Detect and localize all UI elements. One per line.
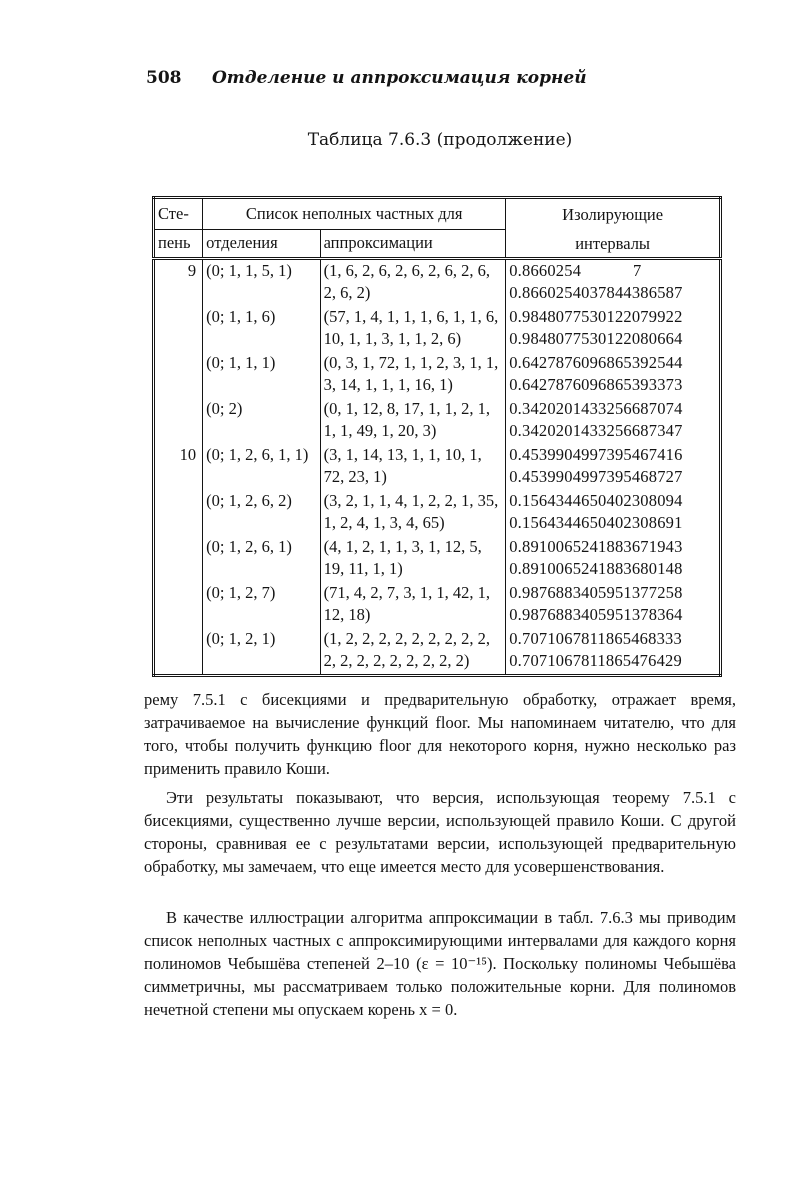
page-header <box>146 68 736 96</box>
interval-cell <box>506 352 721 398</box>
separation-cell: (0; 2) <box>203 398 320 444</box>
interval-high: 0.9876883405951378364 <box>509 605 683 624</box>
approximation-cell: (57, 1, 4, 1, 1, 1, 6, 1, 1, 6, 10, 1, 1, 3, 1, 1, 2, 6) <box>320 306 506 352</box>
separation-cell: (0; 1, 2, 6, 1) <box>203 536 320 582</box>
approximation-cell: (4, 1, 2, 1, 1, 3, 1, 12, 5, 19, 11, 1, 1) <box>320 536 506 582</box>
interval-high: 0.4539904997395468727 <box>509 467 683 486</box>
paragraph-2: Эти результаты показывают, что версия, использующая теорему 7.5.1 с бисекциями, существенно лучше версии, использующей правило Коши. С другой стороны, сравнивая ее с результатами версии, использующей предварительную обработку, мы замечаем, что еще имеется место для усовершенствования. <box>144 788 736 876</box>
interval-cell <box>506 259 721 307</box>
separation-cell: (0; 1, 2, 1) <box>203 628 320 676</box>
header-degree-top: Сте- <box>154 198 203 230</box>
header-approximation: аппроксимации <box>320 229 506 259</box>
running-title: Отделение и аппроксимация корней <box>212 68 587 88</box>
approximation-cell: (0, 1, 12, 8, 17, 1, 1, 2, 1, 1, 1, 49, 1, 20, 3) <box>320 398 506 444</box>
table-row <box>154 536 721 582</box>
interval-high: 0.3420201433256687347 <box>509 421 683 440</box>
header-list: Список неполных частных для <box>203 198 506 230</box>
interval-cell <box>506 398 721 444</box>
degree-cell: 10 <box>154 444 203 490</box>
interval-low: 0.4539904997395467416 <box>509 445 683 464</box>
table-row <box>154 398 721 444</box>
degree-cell <box>154 628 203 676</box>
interval-low: 0.8910065241883671943 <box>509 537 683 556</box>
separation-cell: (0; 1, 1, 1) <box>203 352 320 398</box>
separation-cell: (0; 1, 2, 6, 2) <box>203 490 320 536</box>
interval-high: 0.1564344650402308691 <box>509 513 683 532</box>
separation-cell: (0; 1, 1, 5, 1) <box>203 259 320 307</box>
interval-cell <box>506 582 721 628</box>
degree-cell: 9 <box>154 259 203 307</box>
interval-high: 0.6427876096865393373 <box>509 375 683 394</box>
table-caption: Таблица 7.6.3 (продолжение) <box>307 130 573 150</box>
approximation-cell: (3, 1, 14, 13, 1, 1, 10, 1, 72, 23, 1) <box>320 444 506 490</box>
interval-low: 0.6427876096865392544 <box>509 353 683 372</box>
interval-low: 0.3420201433256687074 <box>509 399 683 418</box>
table-row <box>154 306 721 352</box>
table-row <box>154 582 721 628</box>
separation-cell: (0; 1, 2, 6, 1, 1) <box>203 444 320 490</box>
separation-cell: (0; 1, 2, 7) <box>203 582 320 628</box>
approximation-cell: (1, 6, 2, 6, 2, 6, 2, 6, 2, 6, 2, 6, 2) <box>320 259 506 307</box>
approximation-cell: (3, 2, 1, 1, 4, 1, 2, 2, 1, 35, 1, 2, 4, 1, 3, 4, 65) <box>320 490 506 536</box>
interval-cell <box>506 490 721 536</box>
header-isolating-bottom: интервалы <box>506 229 721 259</box>
separation-cell: (0; 1, 1, 6) <box>203 306 320 352</box>
paragraph-3: В качестве иллюстрации алгоритма аппроксимации в табл. 7.6.3 мы приводим список неполных частных с аппроксимирующими интервалами для каждого корня полиномов Чебышёва степеней 2–10 (ε = 10⁻¹⁵). Поскольку полиномы Чебышёва симметричны, мы рассматриваем только положительные корни. Для полиномов нечетной степени мы опускаем корень x = 0. <box>144 908 736 1019</box>
approximation-cell: (0, 3, 1, 72, 1, 1, 2, 3, 1, 1, 3, 14, 1, 1, 1, 16, 1) <box>320 352 506 398</box>
interval-high: 0.9848077530122080664 <box>509 329 683 348</box>
interval-high: 0.8910065241883680148 <box>509 559 683 578</box>
degree-cell <box>154 490 203 536</box>
table-row <box>154 259 721 307</box>
degree-cell <box>154 352 203 398</box>
table-row <box>154 444 721 490</box>
interval-low: 0.9848077530122079922 <box>509 307 683 326</box>
interval-cell <box>506 628 721 676</box>
degree-cell <box>154 398 203 444</box>
interval-low: 0.8660254 7 <box>509 261 642 280</box>
interval-high: 0.8660254037844386587 <box>509 283 683 302</box>
table-row <box>154 352 721 398</box>
approximation-cell: (71, 4, 2, 7, 3, 1, 1, 42, 1, 12, 18) <box>320 582 506 628</box>
interval-low: 0.1564344650402308094 <box>509 491 683 510</box>
table-body <box>154 259 721 676</box>
interval-cell <box>506 536 721 582</box>
degree-cell <box>154 582 203 628</box>
paragraph-1: рему 7.5.1 с бисекциями и предварительную обработку, отражает время, затрачиваемое на вычисление функций floor. Мы напоминаем читателю, что для того, чтобы получить функцию floor для некоторого корня, нужно несколько раз применить правило Коши. <box>144 690 736 778</box>
header-separation: отделения <box>203 229 320 259</box>
table-row <box>154 490 721 536</box>
header-degree-bottom: пень <box>154 229 203 259</box>
table-header <box>154 198 721 259</box>
table-row <box>154 628 721 676</box>
interval-cell <box>506 444 721 490</box>
interval-cell <box>506 306 721 352</box>
header-isolating-top: Изолирующие <box>506 198 721 230</box>
roots-table <box>152 196 722 677</box>
degree-cell <box>154 536 203 582</box>
degree-cell <box>154 306 203 352</box>
interval-high: 0.7071067811865476429 <box>509 651 682 670</box>
interval-low: 0.7071067811865468333 <box>509 629 682 648</box>
page-number: 508 <box>146 68 182 88</box>
interval-low: 0.9876883405951377258 <box>509 583 683 602</box>
approximation-cell: (1, 2, 2, 2, 2, 2, 2, 2, 2, 2, 2, 2, 2, 2, 2, 2, 2, 2, 2) <box>320 628 506 676</box>
